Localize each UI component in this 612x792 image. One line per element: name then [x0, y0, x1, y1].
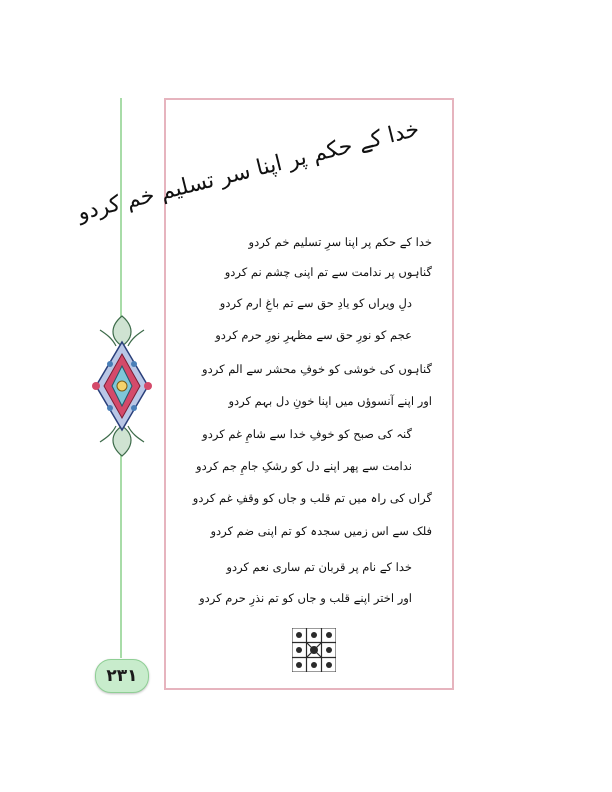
poem-verse: خدا کے نام پر قربان تم ساری نعم کردو [226, 560, 412, 574]
poem-verse: اور اپنے آنسوؤں میں اپنا خونِ دل بہم کردو [228, 394, 432, 408]
poem-verse: گناہوں پر ندامت سے تم اپنی چشم نم کردو [224, 265, 432, 279]
poem-verse: دلِ ویراں کو یادِ حق سے تم باغِ ارم کردو [219, 296, 412, 310]
poem-verse: خدا کے حکم پر اپنا سرِ تسلیم خم کردو [248, 235, 432, 249]
poem-verse: فلک سے اس زمیں سجدہ کو تم اپنی ضم کردو [210, 524, 432, 538]
poem-verse: اور اختر اپنے قلب و جاں کو تم نذرِ حرم کردو [199, 591, 412, 605]
poem-verse: عجم کو نورِ حق سے مظہرِ نورِ حرم کردو [215, 328, 412, 342]
poem-verse: گراں کی راہ میں تم قلب و جاں کو وقفِ غم کردو [192, 491, 432, 505]
geometric-tile-icon [292, 628, 336, 672]
page-number: ۲۳۱ [106, 666, 138, 686]
poem-verse: گناہوں کی خوشی کو خوفِ محشر سے الم کردو [202, 362, 432, 376]
poem-verse: ندامت سے پھر اپنے دل کو رشکِ جامِ جم کردو [196, 459, 412, 473]
poem-verse: گنہ کی صبح کو خوفِ خدا سے شامِ غم کردو [202, 427, 412, 441]
poem-title: خدا کے حکم پر اپنا سر تسلیم خم کردو [75, 116, 422, 226]
